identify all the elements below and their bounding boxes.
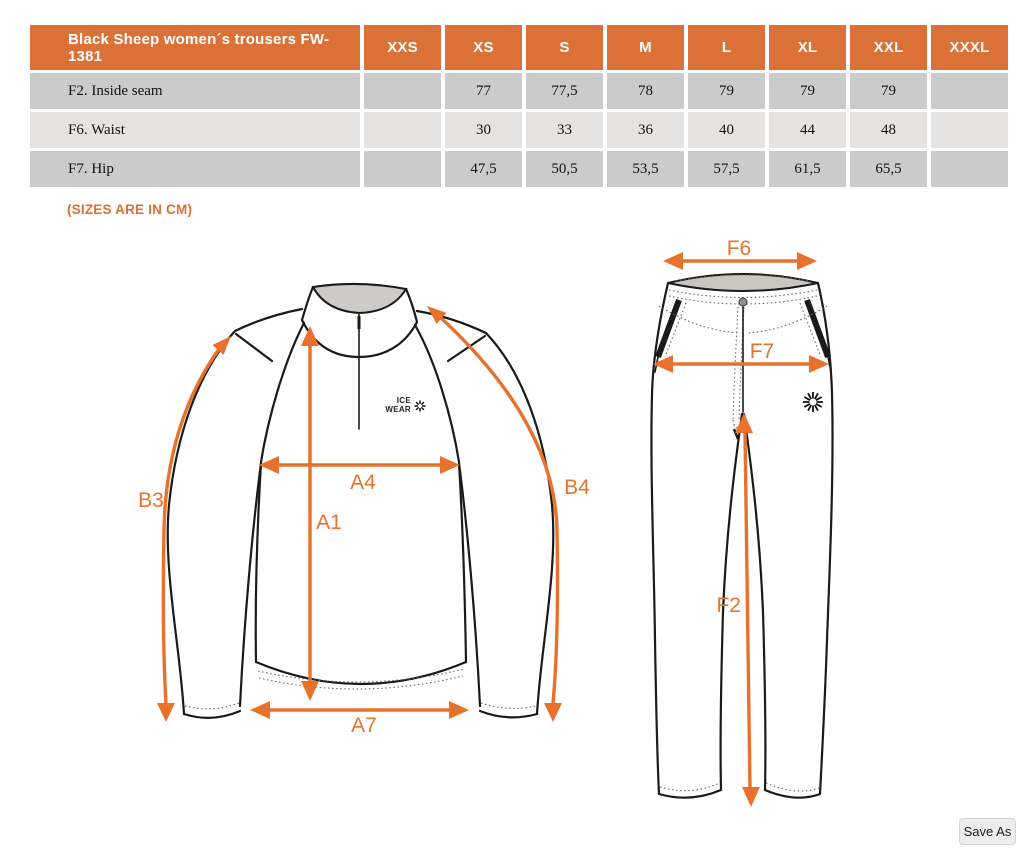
table-cell: 50,5 [526, 151, 603, 187]
cuff-left-stitch [185, 703, 239, 709]
table-cell: 33 [526, 112, 603, 148]
column-header-xxl: XXL [850, 25, 927, 70]
label-b3: B3 [138, 489, 164, 512]
table-cell: 79 [769, 73, 846, 109]
column-header-xl: XL [769, 25, 846, 70]
table-cell: 77,5 [526, 73, 603, 109]
raglan-seam-left [261, 323, 304, 462]
table-cell: 44 [769, 112, 846, 148]
column-header-s: S [526, 25, 603, 70]
table-cell: 57,5 [688, 151, 765, 187]
row-label-inside-seam: F2. Inside seam [30, 73, 360, 109]
table-cell: 78 [607, 73, 684, 109]
table-title: Black Sheep women´s trousers FW-1381 [30, 25, 360, 70]
save-as-button[interactable]: Save As [959, 818, 1016, 845]
leg-right-outer [818, 283, 833, 794]
sleeve-left-outer [168, 331, 235, 714]
table-cell: 36 [607, 112, 684, 148]
shirt-diagram [138, 284, 590, 737]
cuff-right [480, 711, 537, 717]
table-cell: 79 [850, 73, 927, 109]
brand-logo-line1: ICE [396, 396, 411, 405]
hem-left [659, 790, 721, 798]
hem-right-stitch [766, 783, 819, 791]
waist-inside [668, 274, 818, 291]
shoulder-left [235, 309, 302, 331]
cuff-left [184, 711, 240, 718]
label-a4: A4 [350, 471, 376, 494]
table-cell: 40 [688, 112, 765, 148]
pocket-right [807, 300, 828, 357]
label-a1: A1 [316, 511, 342, 534]
table-cell: 53,5 [607, 151, 684, 187]
shoulder-panel-left [236, 334, 272, 361]
table-cell: 48 [850, 112, 927, 148]
brand-snowflake-icon [415, 401, 426, 412]
brand-logo-line2: WEAR [385, 405, 411, 414]
table-cell: 47,5 [445, 151, 522, 187]
label-a7: A7 [351, 714, 377, 737]
waist-button [739, 298, 747, 306]
label-f6: F6 [726, 237, 752, 260]
row-label-waist: F6. Waist [30, 112, 360, 148]
cuff-right-stitch [481, 703, 536, 708]
f7-arrow [653, 355, 829, 373]
row-label-hip: F7. Hip [30, 151, 360, 187]
sizes-unit-note: (SIZES ARE IN CM) [67, 202, 193, 217]
table-cell: 61,5 [769, 151, 846, 187]
table-cell: 30 [445, 112, 522, 148]
table-cell: 79 [688, 73, 765, 109]
column-header-m: M [607, 25, 684, 70]
table-cell: 77 [445, 73, 522, 109]
hem-left-stitch [660, 783, 720, 791]
column-header-xs: XS [445, 25, 522, 70]
label-f7: F7 [749, 340, 775, 363]
label-b4: B4 [564, 476, 590, 499]
trousers-diagram [651, 237, 832, 807]
raglan-seam-right [415, 325, 459, 462]
hem-right [765, 790, 820, 798]
hem [256, 662, 466, 684]
table-cell: 65,5 [850, 151, 927, 187]
column-header-xxxl: XXXL [931, 25, 1008, 70]
hem-stitch-1 [258, 669, 464, 682]
sleeve-right-outer [486, 333, 553, 714]
pocket-left [658, 300, 679, 357]
label-f2: F2 [716, 594, 741, 617]
column-header-l: L [688, 25, 765, 70]
collar-inside [313, 284, 406, 313]
column-header-xxs: XXS [364, 25, 441, 70]
snowflake-icon [803, 392, 823, 412]
sleeve-left-inner [240, 463, 261, 706]
